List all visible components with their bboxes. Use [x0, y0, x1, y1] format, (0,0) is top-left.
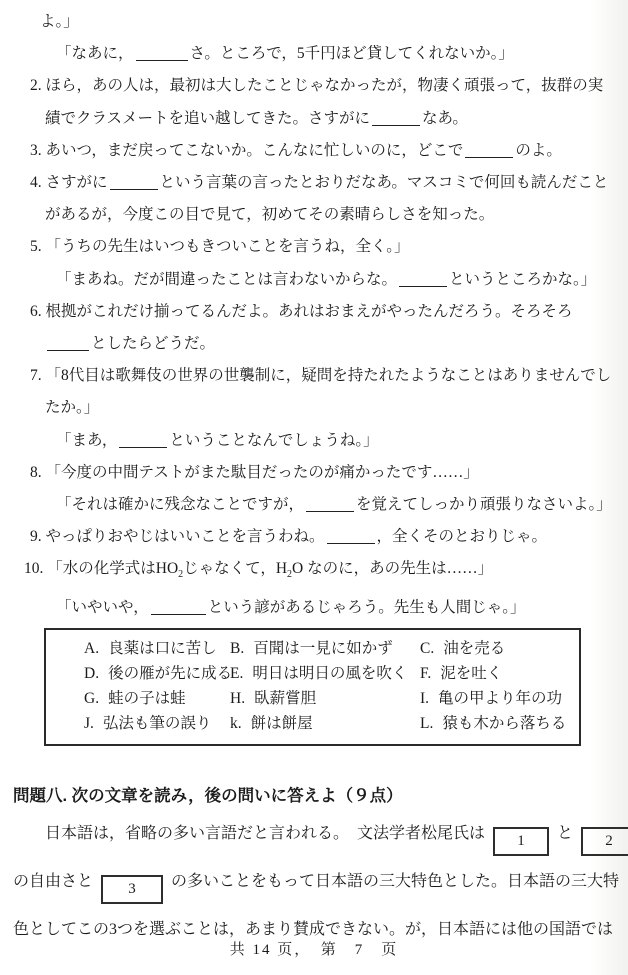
page-footer	[0, 938, 628, 959]
fill-in-blank	[119, 444, 167, 448]
choice-text: 泥を吐く	[440, 664, 503, 682]
subscript-2: 2	[178, 569, 184, 581]
question-1-reply-line	[0, 38, 628, 70]
text-run: 「なあに，	[56, 45, 134, 63]
choice-text: 明日は明日の風を吹く	[252, 664, 408, 682]
question-8-line-1	[0, 457, 628, 489]
choice-C	[420, 636, 579, 661]
fill-in-blank	[136, 57, 188, 61]
fill-in-blank	[306, 508, 354, 512]
text-run: 7. 「8代目は歌舞伎の世界の世襲制に，疑問を持たれたようなことはありませんでし	[30, 367, 612, 385]
question-7-reply-line	[0, 425, 628, 457]
choice-L	[420, 711, 579, 736]
choice-text: 百聞は一見に如かず	[253, 639, 393, 657]
choice-k	[230, 711, 420, 736]
text-run: というところかな。」	[449, 270, 597, 288]
section-8-heading: 問題八. 次の文章を読み，後の問いに答えよ（９点）	[13, 786, 403, 805]
text-run: よ。」	[40, 13, 79, 30]
text-run: 5. 「うちの先生はいつもきついことを言うね，全く。」	[30, 238, 410, 256]
fill-in-blank	[399, 283, 447, 287]
text-run: 9. やっぱりおやじはいいことを言うわね。	[30, 528, 325, 546]
question-10-reply-line	[0, 592, 628, 624]
text-run: さ。ところで，5千円ほど貸してくれないか。」	[189, 45, 514, 63]
choice-letter: C.	[420, 639, 435, 657]
subscript-2: 2	[287, 569, 293, 581]
page-number-text: 共 14 页， 第 7 页	[229, 942, 399, 958]
choice-G	[84, 686, 230, 711]
text-run: 8. 「今度の中間テストがまた駄目だったのが痛かったです……」	[30, 463, 479, 481]
question-2-line-1	[0, 70, 628, 102]
question-4-line-2	[0, 199, 628, 231]
choice-J	[84, 711, 230, 736]
question-6-line-2	[0, 328, 628, 360]
choice-F	[420, 661, 579, 686]
dialogue-tail-line	[0, 6, 628, 38]
text-run: O なのに，あの先生は……」	[292, 560, 494, 578]
question-7-line-2	[0, 392, 628, 424]
text-run: たか。」	[45, 399, 100, 417]
question-5-line-1	[0, 231, 628, 263]
choice-text: 臥薪嘗胆	[254, 689, 317, 707]
choice-text: 良薬は口に苦し	[108, 639, 217, 657]
section-8-paragraph-line-1	[13, 816, 628, 856]
text-run: ということなんでしょうね。」	[169, 431, 379, 449]
choices-row	[84, 661, 579, 686]
choice-letter: L.	[420, 714, 434, 732]
choice-text: 猿も木から落ちる	[442, 714, 567, 732]
choices-row	[84, 636, 579, 661]
choice-letter: B.	[230, 639, 245, 657]
choice-I	[420, 686, 579, 711]
question-9-line	[0, 521, 628, 553]
choice-text: 油を売る	[443, 639, 506, 657]
choice-text: 蛙の子は蛙	[108, 689, 186, 707]
choice-letter: E.	[230, 664, 244, 682]
text-run: と	[557, 824, 574, 842]
text-run: という言葉の言ったとおりだなあ。マスコミで何回も読んだこと	[159, 174, 609, 192]
fill-in-blank	[47, 347, 89, 351]
text-run: 色としてこの3つを選ぶことは，あまり賛成できない。が，日本語には他の国語では	[13, 920, 614, 938]
choice-D	[84, 661, 233, 686]
fill-in-blank	[372, 122, 420, 126]
choice-text: 餅は餅屋	[250, 714, 313, 732]
choice-letter: H.	[230, 689, 246, 707]
text-run: 3. あいつ，まだ戻ってこないか。こんなに忙しいのに，どこで	[30, 141, 464, 159]
text-run: 「いやいや，	[56, 598, 149, 616]
choices-row	[84, 686, 579, 711]
text-run: 10. 「水の化学式はHO	[24, 560, 179, 578]
question-3-line	[0, 135, 628, 167]
section-8-paragraph-line-2	[13, 864, 628, 904]
choices-row	[84, 711, 579, 736]
text-run: 「まあね。だが間違ったことは言わないからな。	[56, 270, 398, 288]
question-7-line-1	[0, 360, 628, 392]
text-run: のよ。	[515, 141, 562, 159]
choice-H	[230, 686, 420, 711]
choice-letter: A.	[84, 639, 100, 657]
text-run: 6. 根拠がこれだけ揃ってるんだよ。あれはおまえがやったんだろう。そろそろ	[30, 302, 573, 320]
text-run: の多いことをもって日本語の三大特色とした。日本語の三大特	[171, 872, 620, 890]
choice-letter: F.	[420, 664, 432, 682]
choice-letter: D.	[84, 664, 100, 682]
choice-letter: J.	[84, 714, 94, 732]
choice-text: 弘法も筆の誤り	[102, 714, 212, 732]
choice-A	[84, 636, 230, 661]
text-run: ，全くそのとおりじゃ。	[376, 528, 548, 546]
text-run: なあ。	[422, 109, 468, 127]
question-6-line-1	[0, 296, 628, 328]
question-8-reply-line	[0, 489, 628, 521]
question-10-line-1	[0, 553, 628, 591]
text-run: じゃなくて，H	[183, 560, 288, 578]
fill-in-blank	[465, 154, 513, 158]
text-run: 日本語は，省略の多い言語だと言われる。 文法学者松尾氏は	[45, 824, 486, 842]
answer-slot-2: 2	[581, 827, 628, 856]
fill-in-blank	[110, 186, 158, 190]
text-run: を覚えてしっかり頑張りなさいよ。」	[356, 496, 612, 514]
text-run: の自由さと	[13, 872, 94, 890]
fill-in-blank	[327, 540, 375, 544]
text-run: 4. さすがに	[30, 174, 108, 192]
text-run: としたらどうだ。	[91, 335, 216, 353]
choice-letter: G.	[84, 689, 100, 707]
choice-text: 亀の甲より年の功	[438, 689, 563, 707]
answer-slot-1: 1	[493, 827, 549, 856]
text-run: 績でクラスメートを追い越してきた。さすがに	[45, 109, 371, 127]
text-run: という諺があるじゃろう。先生も人間じゃ。」	[207, 598, 526, 616]
question-2-line-2	[0, 103, 628, 135]
fill-in-blank	[151, 611, 206, 615]
text-run: 「まあ，	[56, 431, 118, 449]
choice-letter: k.	[230, 714, 242, 732]
text-run: 2. ほら，あの人は，最初は大したことじゃなかったが，物凄く頑張って，抜群の実	[30, 77, 604, 95]
text-run: 「それは確かに残念なことですが，	[56, 496, 305, 514]
choice-E	[230, 661, 420, 686]
answer-slot-3: 3	[101, 875, 163, 904]
question-4-line-1	[0, 167, 628, 199]
text-run: があるが，今度この目で見て，初めてその素晴らしさを知った。	[45, 206, 495, 224]
choice-B	[230, 636, 420, 661]
question-5-reply-line	[0, 264, 628, 296]
choice-letter: I.	[420, 689, 430, 707]
choice-text: 後の雁が先に成る	[108, 664, 233, 682]
section-8	[13, 784, 628, 947]
answer-choices-box	[44, 628, 581, 746]
